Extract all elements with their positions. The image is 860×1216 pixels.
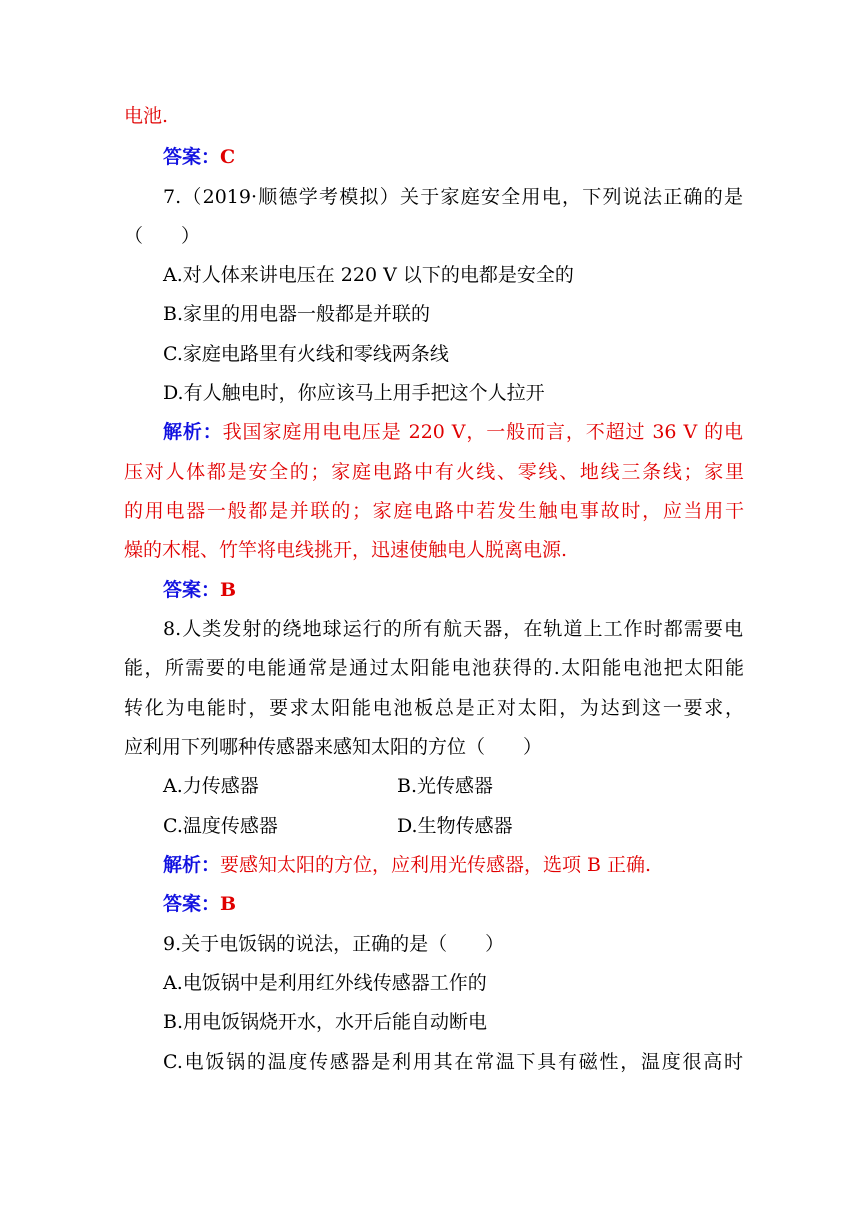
answer-value: B <box>220 579 237 601</box>
explanation-8: 解析：要感知太阳的方位，应利用光传感器，选项 B 正确. <box>163 854 652 876</box>
answer-value: C <box>220 146 236 168</box>
answer-label: 答案： <box>163 893 221 915</box>
answer-8 <box>163 891 743 917</box>
question-7-option-d: D.有人触电时，你应该马上用手把这个人拉开 <box>163 382 545 404</box>
answer-value: B <box>220 893 237 915</box>
question-9-stem: 9.关于电饭锅的说法，正确的是（ ） <box>163 933 505 955</box>
question-8-option-d: D.生物传感器 <box>397 815 513 837</box>
question-8-option-c: C.温度传感器 <box>163 815 278 837</box>
question-8-stem: 8.人类发射的绕地球运行的所有航天器，在轨道上工作时都需要电 <box>163 618 743 640</box>
question-8-stem-line4: 应利用下列哪种传感器来感知太阳的方位（ ） <box>124 736 543 758</box>
explanation-7-line4: 燥的木棍、竹竿将电线挑开，迅速使触电人脱离电源. <box>124 539 568 561</box>
question-9-option-c: C.电饭锅的温度传感器是利用其在常温下具有磁性，温度很高时 <box>163 1051 743 1073</box>
question-7-option-b: B.家里的用电器一般都是并联的 <box>163 303 431 325</box>
answer-6 <box>163 144 743 170</box>
answer-label: 答案： <box>163 579 221 601</box>
explanation-label: 解析： <box>163 854 221 876</box>
question-8-stem-line2: 能，所需要的电能通常是通过太阳能电池获得的.太阳能电池把太阳能 <box>124 657 744 679</box>
question-7-stem-cont: （ ） <box>124 225 201 247</box>
question-7-option-c: C.家庭电路里有火线和零线两条线 <box>163 343 449 365</box>
question-9-option-a: A.电饭锅中是利用红外线传感器工作的 <box>163 972 487 994</box>
answer-label: 答案： <box>163 146 221 168</box>
question-9-option-b: B.用电饭锅烧开水，水开后能自动断电 <box>163 1011 488 1033</box>
answer-7 <box>163 577 743 603</box>
prev-explanation-end: 电池. <box>124 105 169 127</box>
explanation-7-line2: 压对人体都是安全的；家庭电路中有火线、零线、地线三条线；家里 <box>124 461 744 483</box>
explanation-7: 解析：我国家庭用电电压是 220 V，一般而言，不超过 36 V 的电 <box>163 421 743 443</box>
explanation-7-line3: 的用电器一般都是并联的；家庭电路中若发生触电事故时，应当用干 <box>124 500 744 522</box>
question-8-stem-line3: 转化为电能时，要求太阳能电池板总是正对太阳，为达到这一要求， <box>124 697 744 719</box>
question-8-option-b: B.光传感器 <box>397 775 494 797</box>
question-7-option-a: A.对人体来讲电压在 220 V 以下的电都是安全的 <box>163 264 574 286</box>
question-8-option-a: A.力传感器 <box>163 775 259 797</box>
question-7-stem: 7.（2019·顺德学考模拟）关于家庭安全用电，下列说法正确的是 <box>163 186 743 208</box>
explanation-label: 解析： <box>163 421 223 443</box>
